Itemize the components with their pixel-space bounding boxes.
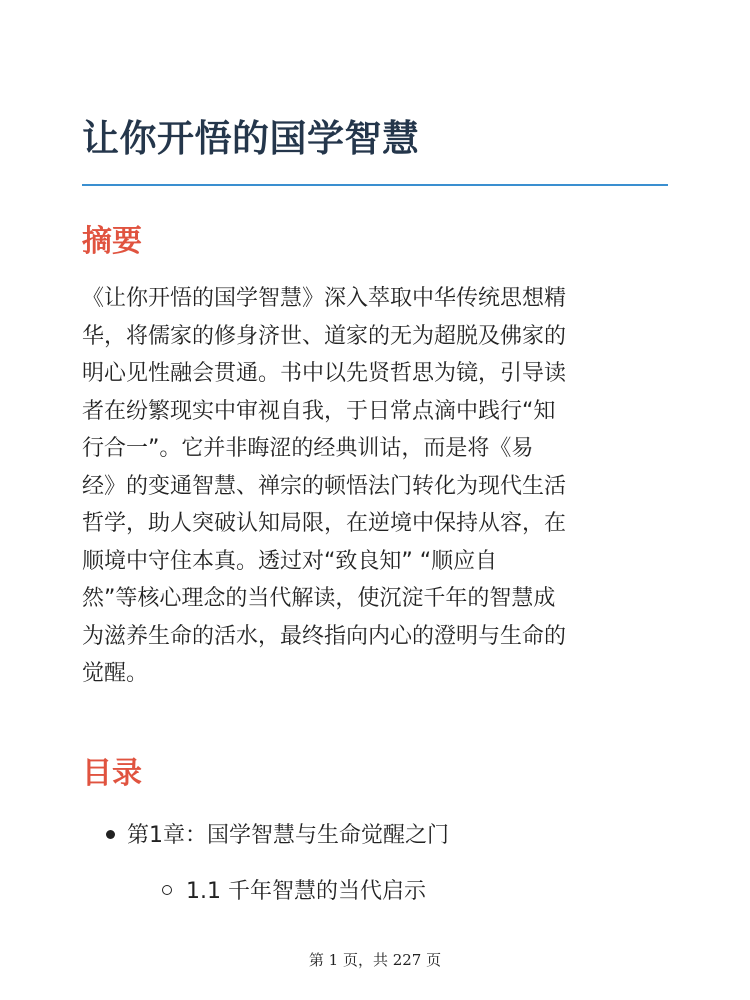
abstract-line: 觉醒。: [82, 661, 149, 686]
footer-suffix: 页: [421, 951, 442, 969]
toc-item-section-1-1[interactable]: [162, 874, 426, 910]
abstract-line: 明心见性融会贯通。书中以先贤哲思为镜，引导读: [82, 361, 567, 386]
abstract-line: 为滋养生命的活水，最终指向内心的澄明与生命的: [82, 623, 567, 649]
footer-prefix: 第: [308, 951, 329, 969]
toc-heading: 目录: [82, 756, 142, 791]
toc-item-label: 1.1 千年智慧的当代启示: [186, 879, 426, 904]
document-title: 让你开悟的国学智慧: [82, 117, 420, 160]
abstract-line: 经》的变通智慧、禅宗的顿悟法门转化为现代生活: [82, 473, 567, 499]
page-footer: [0, 950, 750, 970]
abstract-line: 者在纷繁现实中审视自我，于日常点滴中践行“知: [82, 398, 556, 424]
hollow-bullet-icon: [162, 885, 172, 895]
abstract-paragraph: [82, 280, 672, 693]
abstract-heading: 摘要: [82, 224, 142, 259]
abstract-line: 华，将儒家的修身济世、道家的无为超脱及佛家的: [82, 323, 567, 349]
abstract-line: 行合一”。它并非晦涩的经典训诂，而是将《易: [82, 436, 534, 461]
footer-middle: 页，共: [338, 951, 393, 969]
title-divider: [82, 184, 668, 186]
abstract-line: 然”等核心理念的当代解读，使沉淀千年的智慧成: [82, 586, 556, 611]
page-number: 1: [328, 951, 339, 969]
filled-bullet-icon: [106, 830, 115, 839]
toc-item-label: 第1章：国学智慧与生命觉醒之门: [127, 823, 449, 848]
abstract-line: 哲学，助人突破认知局限，在逆境中保持从容，在: [82, 511, 567, 536]
page-total: 227: [392, 951, 422, 969]
abstract-line: 《让你开悟的国学智慧》深入萃取中华传统思想精: [82, 286, 567, 311]
abstract-line: 顺境中守住本真。透过对“致良知” “顺应自: [82, 548, 498, 574]
toc-item-chapter-1[interactable]: [106, 818, 449, 854]
